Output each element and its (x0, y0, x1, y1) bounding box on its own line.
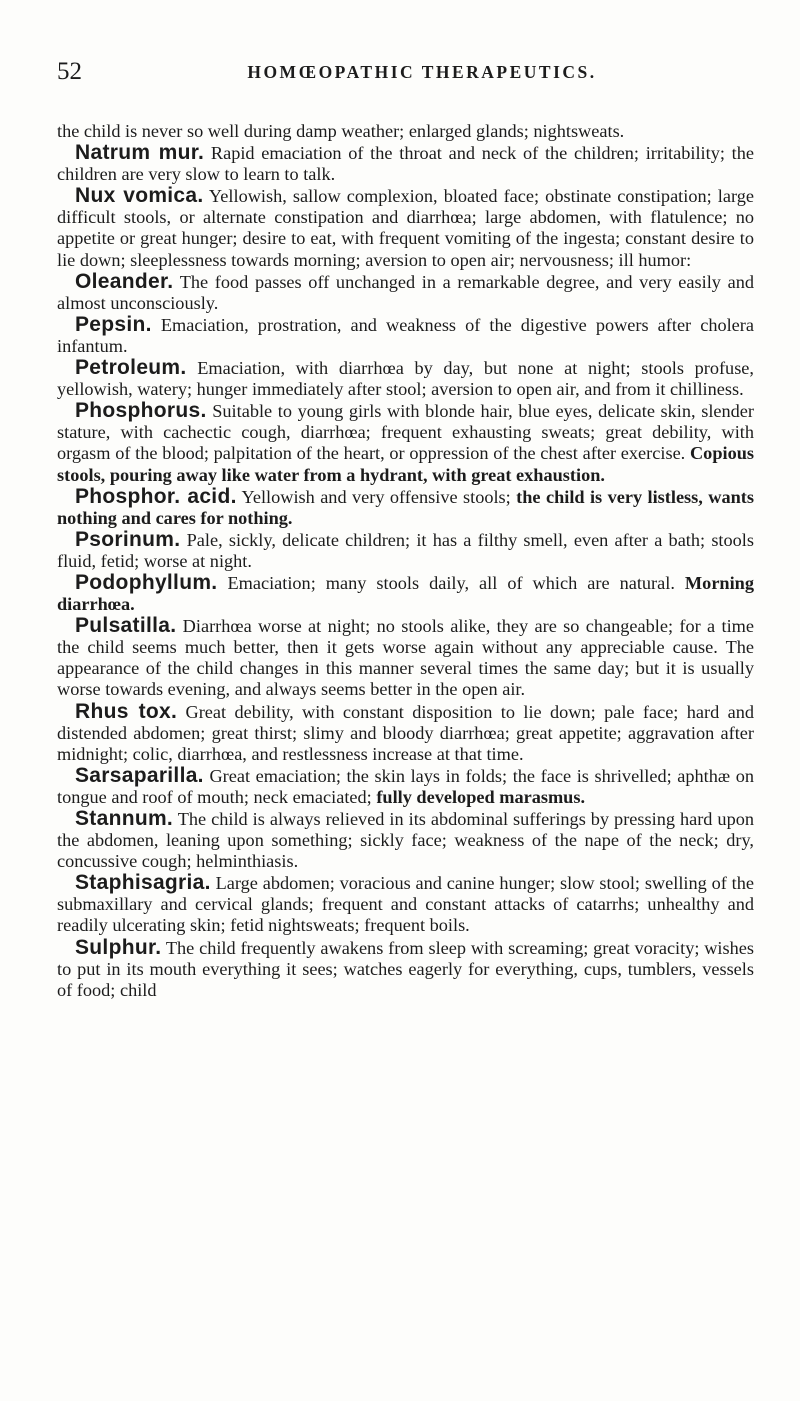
remedy-description: Diarrhœa worse at night; no stools alike, they are so changeable; for a time the child seems much better, then it gets worse again without any appreciable cause. The appearance of the child changes in this manner several times the same day; but it is usually worse towards evening, and always seems better in the open air. (57, 616, 754, 700)
remedy-description: The food passes off unchanged in a remarkable degree, and very easily and almost unconsciously. (57, 271, 754, 313)
remedy-entry (57, 937, 754, 1001)
remedy-description: Emaciation, with diarrhœa by day, but none at night; stools profuse, yellowish, watery; hunger immediately after stool; aversion to open air, and from it chilliness. (57, 358, 754, 400)
remedy-name: Staphisagria. (75, 871, 211, 895)
remedy-description: Yellowish and very offensive stools; (236, 486, 517, 507)
remedy-entry (57, 572, 754, 615)
remedy-description: Pale, sickly, delicate children; it has a filthy smell, even after a bath; stools fluid, fetid; worse at night. (57, 529, 754, 571)
remedy-entry (57, 808, 754, 872)
remedy-entry (57, 314, 754, 357)
running-title: HOMŒOPATHIC THERAPEUTICS. (247, 62, 597, 82)
remedy-entry (57, 271, 754, 314)
remedy-name: Stannum. (75, 807, 174, 830)
remedy-description: Large abdomen; voracious and canine hunger; slow stool; swelling of the submaxillary and cervical glands; frequent and constant attacks of catarrhs; unhealthy and readily ulcerating skin; fetid nightsweats; frequent boils. (57, 873, 754, 936)
remedy-name: Pulsatilla. (75, 614, 177, 638)
remedy-name: Podophyllum. (75, 570, 218, 594)
remedy-emphasis: fully developed marasmus. (376, 786, 586, 807)
remedy-entry (57, 765, 754, 808)
remedy-emphasis: Morning diarrhœa. (57, 572, 754, 615)
remedy-entry (57, 142, 754, 185)
remedy-name: Rhus tox. (75, 699, 178, 723)
remedy-emphasis: Copious stools, pouring away like water from a hydrant, with great exhaustion. (57, 443, 754, 485)
remedy-description: Great debility, with constant disposition to lie down; pale face; hard and distended abdomen; great thirst; slimy and bloody diarrhœa; great appetite; aggravation after midnight; colic, diarrhœa, and restlessness increase at that time. (57, 701, 754, 764)
remedy-description: Emaciation, prostration, and weakness of the digestive powers after cholera infantum. (57, 314, 754, 356)
page-number: 52 (57, 58, 82, 85)
remedy-name: Phosphor. acid. (75, 484, 237, 508)
continuation-paragraph: the child is never so well during damp weather; enlarged glands; nightsweats. (57, 121, 625, 141)
remedy-entry (57, 615, 754, 700)
remedy-description: The child is always relieved in its abdominal sufferings by pressing hard upon the abdomen, leaning upon something; sickly face; weakness of the nape of the neck; dry, concussive cough; helminthiasis. (57, 809, 754, 872)
remedy-name: Natrum mur. (75, 141, 205, 165)
remedy-entry (57, 185, 754, 270)
remedy-description: Yellowish, sallow complexion, bloated face; obstinate constipation; large difficult stools, or alternate constipation and diarrhœa; large abdomen, with flatulence; no appetite or great hunger; desire to eat, with frequent vomiting of the ingesta; constant desire to lie down; sleeplessness towards morning; aversion to open air; nervousness; ill humor: (57, 186, 754, 270)
page-body (57, 121, 754, 1001)
remedy-name: Phosphorus. (75, 399, 207, 423)
remedy-name: Sulphur. (75, 935, 162, 959)
remedy-description: Emaciation; many stools daily, all of which are natural. (217, 572, 685, 593)
remedy-name: Sarsaparilla. (75, 763, 204, 787)
remedy-entry (57, 486, 754, 529)
remedy-name: Oleander. (75, 269, 174, 293)
remedy-description: Suitable to young girls with blonde hair, blue eyes, delicate skin, slender stature, with cachectic cough, diarrhœa; frequent exhausting sweats; great debility, with orgasm of the blood; palpitation of the heart, or oppression of the chest after exercise. (57, 401, 754, 464)
remedy-entry (57, 357, 754, 400)
remedy-entry (57, 701, 754, 765)
remedy-entry (57, 400, 754, 485)
remedy-name: Petroleum. (75, 356, 187, 380)
remedy-emphasis: the child is very listless, wants nothing and cares for nothing. (57, 486, 754, 528)
remedy-description: Rapid emaciation of the throat and neck of the children; irritability; the children are very slow to learn to talk. (57, 143, 754, 185)
remedy-list (57, 142, 754, 1001)
remedy-entry (57, 872, 754, 936)
remedy-description: The child frequently awakens from sleep with screaming; great voracity; wishes to put in its mouth everything it sees; watches eagerly for everything, cups, tumblers, vessels of food; child (57, 937, 754, 1000)
remedy-name: Psorinum. (75, 527, 181, 551)
page-header (57, 58, 747, 88)
remedy-name: Nux vomica. (75, 184, 204, 208)
remedy-name: Pepsin. (75, 312, 152, 336)
remedy-entry (57, 529, 754, 572)
remedy-description: Great emaciation; the skin lays in folds; the face is shrivelled; aphthæ on tongue and roof of mouth; neck emaciated; (57, 765, 754, 807)
